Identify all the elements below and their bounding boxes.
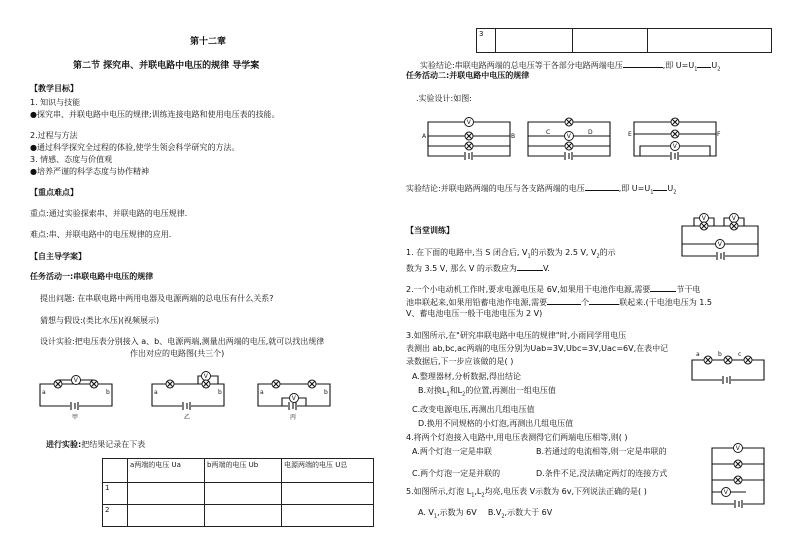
circuit-diagram-a: [36, 372, 116, 421]
svg-text:V: V: [566, 133, 571, 140]
q3-circuit: [688, 348, 768, 386]
question-1-line-2: 数为 3.5 V, 那么 V 的示数应为 V.: [406, 264, 550, 273]
question-4-option-d: D.条件不足,没法确定两灯的连接方式: [536, 469, 668, 478]
table-cell[interactable]: [573, 29, 648, 53]
heading-self-study: 【自主导学案】: [30, 252, 86, 261]
q5-circuit: [706, 440, 770, 510]
question-4: 4.将两个灯泡接入电路中,用电压表测得它们两端电压相等,则( ): [406, 433, 628, 442]
svg-text:V: V: [731, 215, 736, 222]
series-conclusion: 实验结论:串联电路两端的总电压等于各部分电路两端电压 ,即 $U=U_1$ $U_2$: [420, 61, 721, 73]
question-3-line-3: 录数据后,下一步应该做的是( ): [406, 357, 514, 366]
svg-text:B: B: [511, 133, 516, 140]
parallel-circuit-3: [630, 114, 720, 160]
svg-text:b: b: [106, 389, 110, 396]
svg-text:A: A: [422, 133, 427, 140]
table-header-utotal: 电源两端的电压 U总: [282, 459, 374, 483]
parallel-design: .实验设计:如图:: [416, 94, 472, 103]
blank-series-op[interactable]: [697, 59, 711, 68]
table-header-ub: b两端的电压 Ub: [205, 459, 282, 483]
circuit-label-b: 乙: [184, 414, 191, 421]
question-3-line-2: 表测出 ab,bc,ac两端的电压分别为Uab=3V,Ubc=3V,Uac=6V,在表中记: [406, 344, 669, 353]
table-row-index: 1: [103, 483, 128, 505]
question-3-option-d: D.换用不同规格的小灯泡,再测出几组电压值: [418, 419, 574, 428]
question-3-option-a: A.整理器材,分析数据,得出结论: [412, 372, 521, 381]
goal-attitude-item: ●培养严谨的科学态度与协作精神: [30, 167, 149, 176]
question-2-line-1: 2.一个小电动机工作时,要求电源电压是 6V,如果用干电池作电源,需要 节干电: [406, 285, 701, 294]
data-table-series: [102, 458, 374, 527]
goal-knowledge-item: ●探究串、并联电路中电压的规律;训练连接电路和使用电压表的技能。: [30, 110, 280, 119]
question-4-option-b: B.若通过的电流相等,则一定是串联的: [536, 447, 667, 456]
difficult-point: 难点:串、并联电路中的电压规律的应用.: [30, 230, 172, 239]
table-row-index: 3: [477, 29, 496, 53]
svg-text:F: F: [717, 131, 721, 138]
table-cell[interactable]: [496, 29, 573, 53]
q1-circuit: [676, 214, 764, 262]
blank-parallel-op[interactable]: [653, 182, 667, 191]
heading-key-points: 【重点难点】: [30, 188, 78, 197]
table-header-blank: [103, 459, 128, 483]
circuit-label-c: 丙: [290, 414, 297, 421]
svg-text:V: V: [672, 143, 677, 150]
svg-text:c: c: [738, 351, 742, 358]
svg-text:V: V: [73, 377, 78, 384]
circuit-diagram-b: [148, 372, 228, 421]
table-cell[interactable]: [128, 483, 205, 505]
circuit-label-a: 甲: [72, 414, 79, 421]
question-3-option-b: B.对换$L_1$和$L_2$的位置,再测出一组电压值: [418, 386, 556, 398]
blank-q2-type[interactable]: [589, 296, 619, 305]
question-3-line-1: 3.如图所示,在"研究串联电路中电压的规律"时,小雨同学用电压: [406, 331, 627, 340]
task-one-title: 任务活动一:串联电路中电压的规律: [30, 272, 154, 281]
table-row-index: 2: [103, 505, 128, 527]
heading-goals: 【教学目标】: [30, 84, 78, 93]
circuit-diagram-c: [254, 372, 334, 421]
svg-text:a: a: [42, 389, 46, 396]
svg-text:b: b: [218, 389, 222, 396]
table-row: [103, 483, 374, 505]
table-row: [477, 29, 772, 53]
question-2-line-3: V、蓄电池电压一般干电池电压为 2 V): [406, 309, 543, 318]
question-3-option-c: C.改变电源电压,再测出几组电压值: [412, 405, 535, 414]
svg-text:b: b: [324, 389, 328, 396]
section-title: 第二节 探究串、并联电路中电压的规律 导学案: [73, 61, 260, 71]
table-row: [103, 505, 374, 527]
svg-text:a: a: [696, 351, 700, 358]
table-cell[interactable]: [205, 505, 282, 527]
blank-q2-count[interactable]: [547, 296, 581, 305]
goal-process-item: ●通过科学探究全过程的体验,使学生领会科学研究的方法。: [30, 143, 240, 152]
svg-text:V: V: [466, 119, 471, 126]
svg-text:V: V: [717, 241, 722, 248]
task-two-title: 任务活动二:并联电路中电压的规律: [406, 71, 530, 80]
goal-attitude: 3. 情感、态度与价值观: [30, 155, 113, 164]
question-5-options: A. $V_1$,示数为 6V $B.V_2$,示数大于 6V: [418, 508, 553, 520]
blank-parallel-relation[interactable]: [585, 182, 619, 191]
blank-q2-cells[interactable]: [650, 283, 676, 292]
design-text-2: 作出对应的电路图(共三个): [130, 349, 225, 358]
table-cell[interactable]: [205, 483, 282, 505]
svg-text:E: E: [628, 131, 632, 138]
table-cell[interactable]: [282, 505, 374, 527]
svg-text:b: b: [718, 351, 722, 358]
question-1-line-1: 1. 在下面的电路中,当 S 闭合后, $V_1$的示数为 2.5 V, $V_2$的示: [406, 248, 616, 260]
table-cell[interactable]: [282, 483, 374, 505]
question-4-option-a: A.两个灯泡一定是串联: [412, 447, 492, 456]
table-cell[interactable]: [648, 29, 772, 53]
blank-q1[interactable]: [517, 262, 543, 271]
blank-series-relation[interactable]: [623, 59, 663, 68]
svg-text:D: D: [588, 129, 593, 136]
table-cell[interactable]: [128, 505, 205, 527]
table-header-ua: a两端的电压 Ua: [128, 459, 205, 483]
heading-practice: 【当堂训练】: [406, 226, 454, 235]
question-4-option-c: C.两个灯泡一定是并联的: [412, 469, 501, 478]
svg-text:a: a: [154, 389, 158, 396]
design-text: 设计实验:把电压表分别接入 a、b、电源两端,测量出两端的电压,就可以找出规律: [40, 337, 325, 346]
question-2-line-2: 池串联起来,如果用铅蓄电池作电源,需要 个 联起来.(干电池电压为 1.5: [406, 298, 713, 307]
svg-text:V: V: [203, 373, 208, 380]
question-5: 5.如图所示,灯泡 $L_1,L_2$均亮,电压表 V示数为 6v,下列说法正确的是( ): [406, 487, 647, 499]
svg-text:C: C: [546, 129, 551, 136]
parallel-circuit-1: [424, 114, 514, 160]
svg-text:V: V: [735, 445, 740, 452]
svg-text:V: V: [723, 489, 728, 496]
chapter-title: 第十二章: [190, 37, 227, 47]
key-point: 重点:通过实验探索串、并联电路的电压规律.: [30, 209, 188, 218]
goal-process: 2.过程与方法: [30, 131, 78, 140]
parallel-circuit-2: [524, 114, 614, 160]
parallel-conclusion: 实验结论:并联电路两端的电压与各支路两端的电压 ,即 $U=U_1$ $U_2$: [406, 184, 677, 196]
hypothesis-text: 猜想与假设:(类比水压)(视频展示): [40, 316, 160, 325]
experiment-label: 进行实验:把结果记录在下表: [46, 440, 146, 449]
data-table-series-row3: [476, 28, 772, 53]
goal-knowledge: 1. 知识与技能: [30, 98, 81, 107]
svg-text:V: V: [701, 215, 706, 222]
svg-text:V: V: [291, 395, 296, 402]
question-text: 提出问题: 在串联电路中两用电器及电源两端的总电压有什么关系?: [40, 294, 274, 303]
svg-text:a: a: [260, 389, 264, 396]
